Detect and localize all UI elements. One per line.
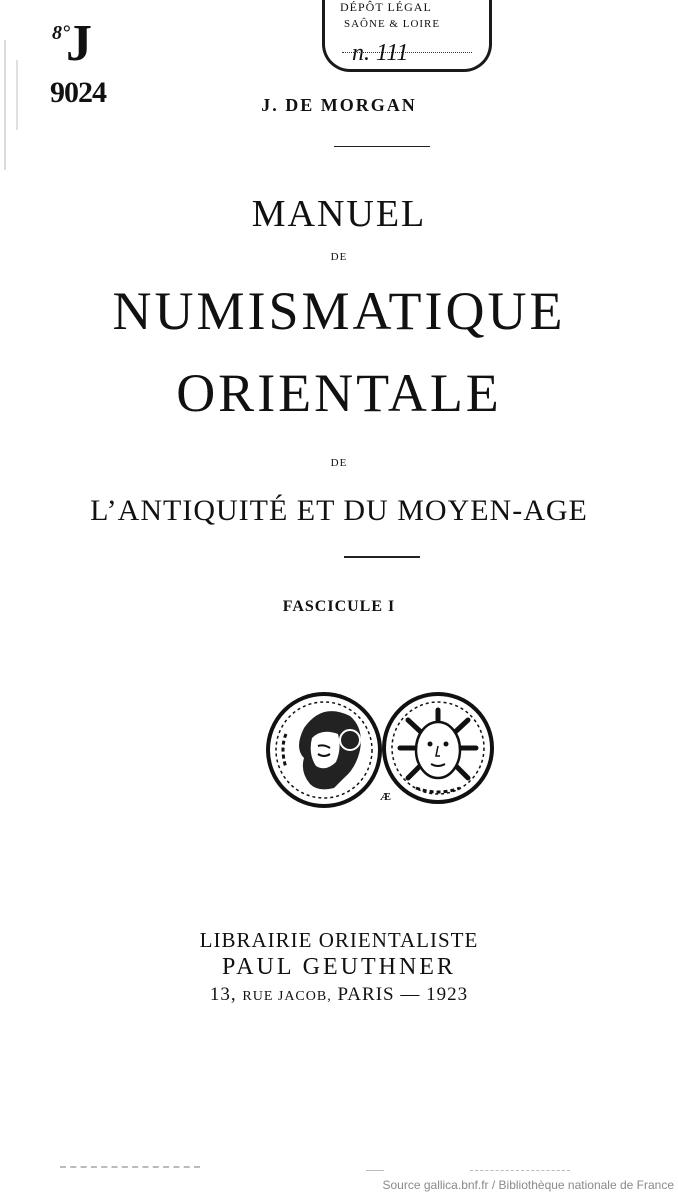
stamp-line-1: DÉPÔT LÉGAL bbox=[340, 0, 432, 14]
title-line-2: NUMISMATIQUE bbox=[112, 281, 566, 341]
stamp-line-2: SAÔNE & LOIRE bbox=[344, 18, 441, 30]
title-connector-1: DE bbox=[330, 251, 348, 263]
title-line-3: ORIENTALE bbox=[176, 363, 502, 423]
shelfmark-number: 9024 bbox=[50, 76, 106, 109]
title-line-1: MANUEL bbox=[251, 193, 427, 235]
shelfmark-letter: J bbox=[66, 15, 92, 72]
fascicle: FASCICULE I bbox=[282, 598, 396, 615]
title-connector-2: DE bbox=[330, 457, 348, 469]
publisher-line-1: LIBRAIRIE ORIENTALISTE bbox=[199, 928, 479, 952]
author: J. DE MORGAN bbox=[261, 95, 417, 115]
address-street: RUE JACOB, bbox=[242, 989, 332, 1004]
stamp-rule bbox=[342, 52, 472, 53]
title-line-4: L’ANTIQUITÉ ET DU MOYEN-AGE bbox=[90, 494, 588, 527]
source-footer[interactable]: Source gallica.bnf.fr / Bibliothèque nationale de France bbox=[382, 1178, 674, 1192]
address-number: 13, bbox=[209, 984, 237, 1005]
address-city: PARIS — 1923 bbox=[337, 984, 469, 1005]
coins-illustration bbox=[264, 688, 500, 812]
divider-rule bbox=[344, 556, 420, 558]
stamp-number: n. 111 bbox=[352, 40, 409, 66]
coin-helmeted-head-icon bbox=[268, 694, 380, 806]
scan-mark bbox=[366, 1170, 384, 1171]
coin-mark: Æ bbox=[380, 791, 391, 803]
scan-mark bbox=[60, 1166, 200, 1168]
scan-mark bbox=[470, 1170, 570, 1171]
publisher-line-2: PAUL GEUTHNER bbox=[222, 954, 456, 980]
coin-facing-head-icon bbox=[384, 694, 492, 802]
publisher-address bbox=[0, 984, 678, 1006]
divider-rule bbox=[334, 146, 430, 147]
shelfmark-prefix: 8° bbox=[52, 22, 70, 44]
